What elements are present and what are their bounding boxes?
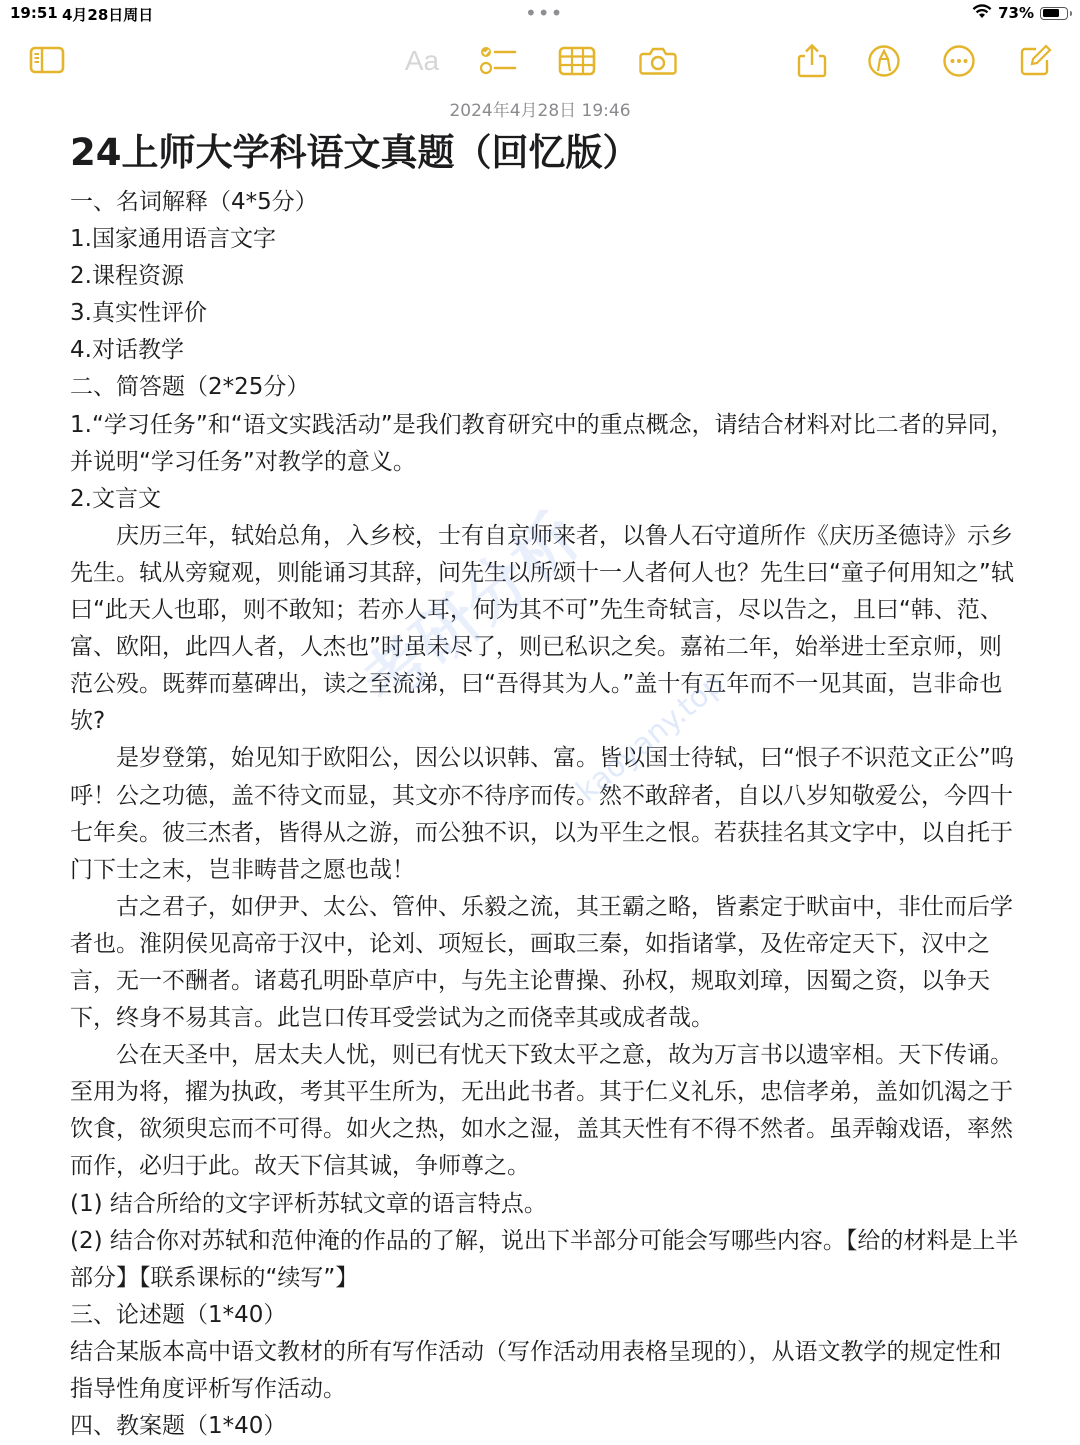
passage-paragraph: 庆历三年，轼始总角，入乡校，士有自京师来者，以鲁人石守道所作《庆历圣德诗》示乡先生。轼从旁窥观，则能诵习其辞，问先生以所颂十一人者何人也？先生曰“童子何用知之”轼曰“此天人也耶，则不敢知；若亦人耳，何为其不可”先生奇轼言，尽以告之，且曰“韩、范、富、欧阳，此四人者，人杰也”时虽未尽了，则已私识之矣。嘉祐二年，始举进士至京师，则范公殁。既葬而墓碑出，读之至流涕，曰“吾得其为人。”盖十有五年而不一见其面，岂非命也欤? bbox=[70, 522, 1014, 735]
table-button[interactable] bbox=[558, 44, 596, 78]
note-timestamp: 2024年4月28日 19:46 bbox=[449, 101, 631, 121]
section-heading: 一、名词解释（4*5分） bbox=[70, 189, 318, 215]
more-button[interactable] bbox=[940, 44, 978, 78]
compose-button[interactable] bbox=[1016, 44, 1054, 78]
sub-question: (2) 结合你对苏轼和范仲淹的作品的了解，说出下半部分可能会写哪些内容。【给的材料是上半部分】【联系课标的“续写”】 bbox=[70, 1227, 1019, 1291]
status-bar bbox=[0, 0, 1080, 28]
checklist-button[interactable] bbox=[479, 44, 517, 78]
question-heading: 2.文言文 bbox=[70, 485, 161, 512]
sub-question: (1) 结合所给的文字评析苏轼文章的语言特点。 bbox=[70, 1190, 547, 1217]
wifi-icon bbox=[972, 4, 992, 23]
passage-paragraph: 古之君子，如伊尹、太公、管仲、乐毅之流，其王霸之略，皆素定于畎亩中，非仕而后学者也。淮阴侯见高帝于汉中，论刘、项短长，画取三秦，如指诸掌，及佐帝定天下，汉中之言，无一不酬者。诸葛孔明卧草庐中，与先主论曹操、孙权，规取刘璋，因蜀之资，以争天下，终身不易其言。此岂口传耳受尝试为之而侥幸其或成者哉。 bbox=[70, 893, 1013, 1032]
list-item: 4.对话教学 bbox=[70, 337, 184, 364]
status-time: 19:51 bbox=[10, 4, 58, 22]
format-text-button[interactable] bbox=[400, 44, 444, 78]
watermark-text: 考研分析 bbox=[350, 499, 594, 722]
list-item: 1.国家通用语言文字 bbox=[70, 226, 276, 253]
list-item: 3.真实性评价 bbox=[70, 300, 207, 327]
note-title[interactable]: 24上师大学科语文真题（回忆版） bbox=[70, 131, 640, 174]
markup-button[interactable] bbox=[865, 44, 903, 78]
more-icon bbox=[942, 44, 976, 78]
note-body[interactable] bbox=[70, 126, 1020, 1445]
compose-icon bbox=[1018, 44, 1052, 78]
multitasking-handle[interactable]: ••• bbox=[525, 1, 564, 25]
section-heading: 二、简答题（2*25分） bbox=[70, 374, 310, 401]
markup-icon bbox=[867, 44, 901, 78]
question-text: 结合某版本高中语文教材的所有写作活动（写作活动用表格呈现的），从语文教学的规定性和指导性角度评析写作活动。 bbox=[70, 1338, 1002, 1402]
status-right bbox=[972, 3, 1068, 23]
battery-percent: 73% bbox=[998, 4, 1034, 22]
list-item: 2.课程资源 bbox=[70, 263, 184, 290]
share-button[interactable] bbox=[793, 44, 831, 78]
camera-button[interactable] bbox=[639, 44, 677, 78]
share-icon bbox=[795, 43, 829, 79]
sidebar-toggle-button[interactable] bbox=[28, 44, 66, 78]
section-heading: 四、教案题（1*40） bbox=[70, 1413, 287, 1440]
question-text: 1.“学习任务”和“语文实践活动”是我们教育研究中的重点概念，请结合材料对比二者的异同，并说明“学习任务”对教学的意义。 bbox=[70, 411, 1014, 475]
checklist-icon bbox=[479, 44, 517, 78]
passage-paragraph: 是岁登第，始见知于欧阳公，因公以识韩、富。皆以国士待轼，曰“恨子不识范文正公”呜呼！公之功德，盖不待文而显，其文亦不待序而传。然不敢辞者，自以八岁知敬爱公，今四十七年矣。彼三杰者，皆得从之游，而公独不识，以为平生之恨。若获挂名其文字中，以自托于门下士之末，岂非畴昔之愿也哉！ bbox=[70, 745, 1014, 883]
battery-icon bbox=[1040, 7, 1068, 20]
notes-toolbar bbox=[0, 36, 1080, 86]
passage-paragraph: 公在天圣中，居太夫人忧，则已有忧天下致太平之意，故为万言书以遗宰相。天下传诵。至用为将，擢为执政，考其平生所为，无出此书者。其于仁义礼乐，忠信孝弟，盖如饥渴之于饮食，欲须臾忘而不可得。如火之热，如水之湿，盖其天性有不得不然者。虽弄翰戏语，率然而作，必归于此。故天下信其诚，争师尊之。 bbox=[70, 1042, 1013, 1180]
status-date: 4月28日周日 bbox=[62, 6, 154, 24]
camera-icon bbox=[639, 46, 677, 76]
table-icon bbox=[558, 46, 596, 76]
format-text-icon: Aa bbox=[404, 45, 440, 76]
watermark-url: kaoyany.top bbox=[569, 665, 732, 810]
section-heading: 三、论述题（1*40） bbox=[70, 1301, 287, 1328]
sidebar-icon bbox=[29, 46, 65, 76]
